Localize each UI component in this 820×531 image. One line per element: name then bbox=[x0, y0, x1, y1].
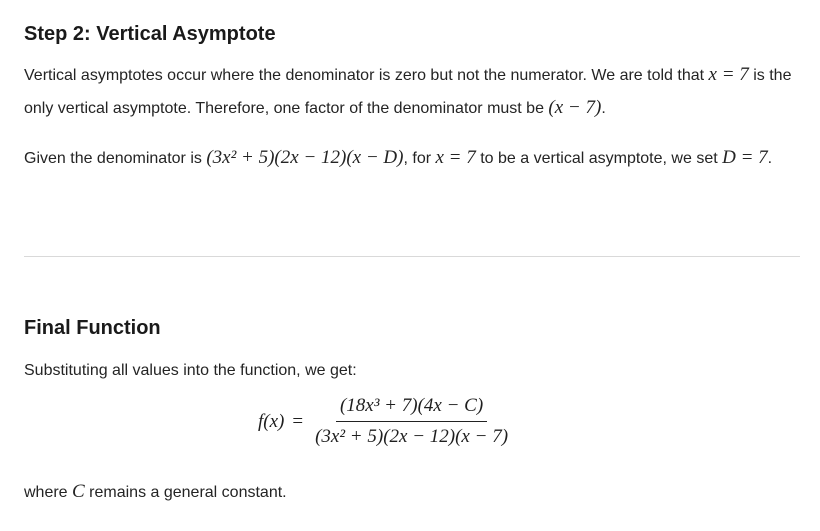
math-inline: x = 7 bbox=[708, 64, 749, 85]
equation-equals: = bbox=[292, 410, 304, 432]
equation-lhs: f(x) bbox=[258, 410, 285, 432]
fraction-numerator: (18x³ + 7)(4x − C) bbox=[336, 395, 487, 422]
text-segment: remains a general constant. bbox=[84, 484, 287, 501]
text-segment: where bbox=[24, 484, 73, 501]
fraction bbox=[311, 395, 512, 448]
math-inline: (3x² + 5)(2x − 12)(x − D) bbox=[206, 147, 404, 168]
text-segment: . bbox=[601, 100, 606, 117]
text-segment: is the only vertical asymptote. Therefore, one factor of the denominator must be bbox=[24, 67, 792, 117]
section-divider bbox=[24, 256, 800, 257]
math-inline: C bbox=[72, 481, 85, 502]
display-equation bbox=[258, 395, 512, 448]
text-segment: Vertical asymptotes occur where the denominator is zero but not the numerator. We are told that bbox=[24, 67, 709, 84]
math-inline: D = 7 bbox=[722, 147, 768, 168]
paragraph-denominator bbox=[24, 142, 804, 175]
text-segment: , for bbox=[403, 150, 436, 167]
text-segment: . bbox=[767, 150, 773, 167]
text-segment: Given the denominator is bbox=[24, 150, 207, 167]
math-inline: x = 7 bbox=[435, 147, 476, 168]
fraction-denominator: (3x² + 5)(2x − 12)(x − 7) bbox=[315, 426, 509, 447]
paragraph-substitution-intro: Substituting all values into the function, we get: bbox=[24, 362, 357, 379]
text-segment: to be a vertical asymptote, we set bbox=[475, 150, 723, 167]
paragraph-asymptote-explanation bbox=[24, 59, 804, 125]
math-inline: (x − 7) bbox=[548, 97, 602, 118]
paragraph-constant-note bbox=[24, 476, 804, 509]
section-heading-step2: Step 2: Vertical Asymptote bbox=[24, 23, 276, 45]
section-heading-final: Final Function bbox=[24, 317, 161, 339]
